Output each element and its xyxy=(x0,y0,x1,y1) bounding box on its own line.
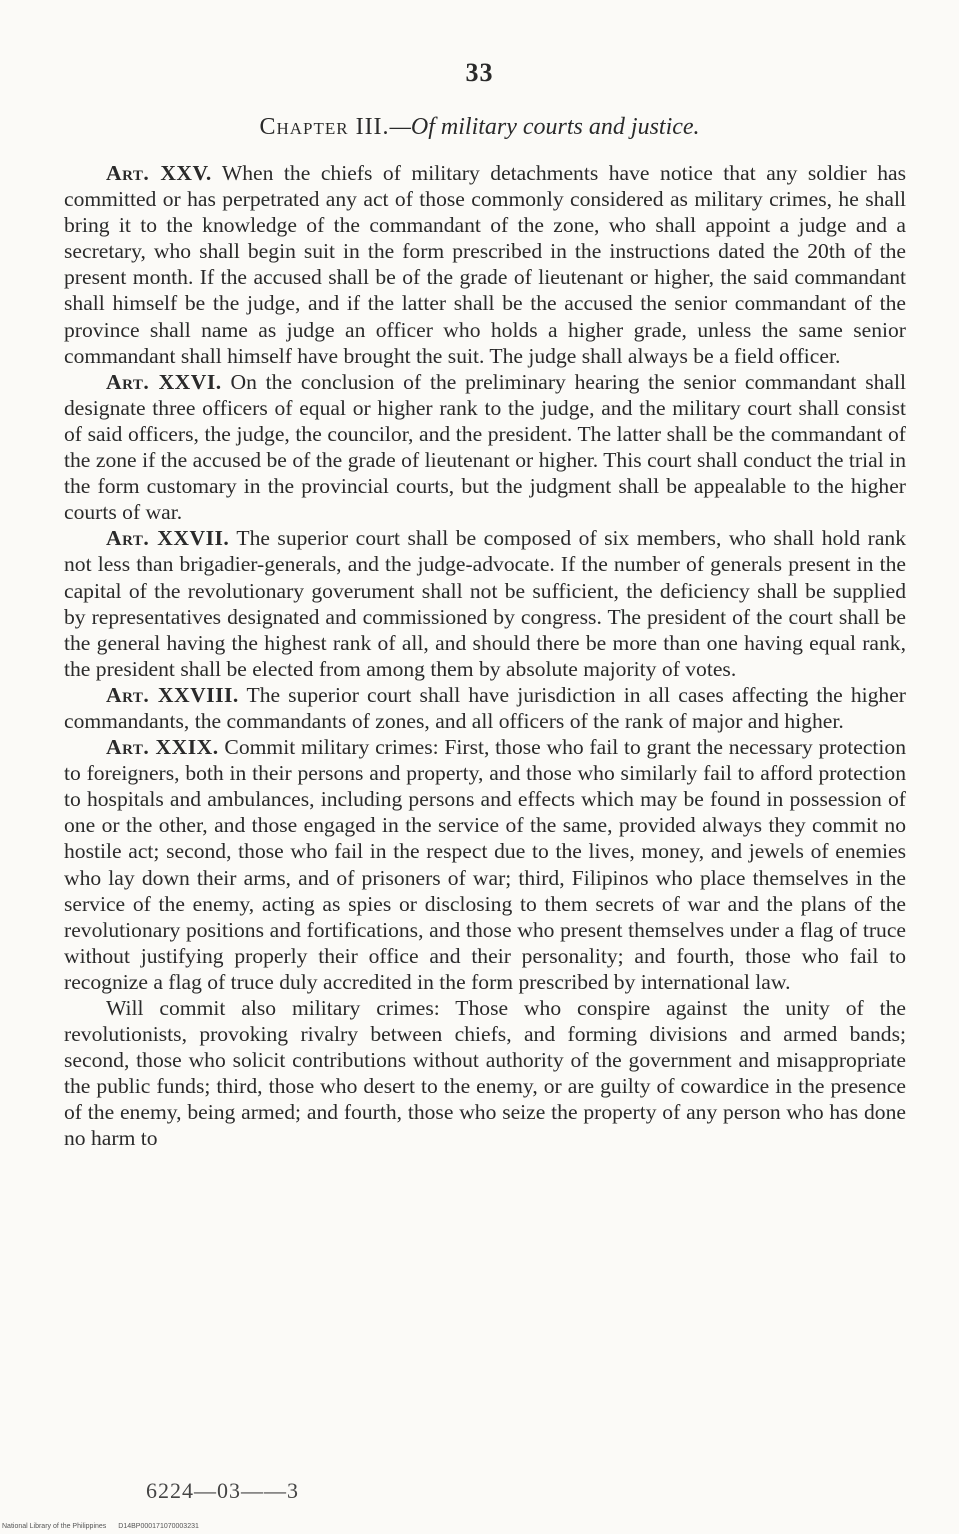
article-text: The superior court shall be composed of six members, who shall hold rank not less than brigadier-generals, and the judge-advocate. If the number of generals present in the capital of the revolutionary goverument shall not be sufficient, the deficiency shall be supplied by representatives designated and commissioned by congress. The president of the court shall be the general having the highest rank of all, and should there be more than one having equal rank, the president shall be elected from among them by absolute majority of votes. xyxy=(64,526,906,681)
article-28 xyxy=(64,682,906,734)
document-body xyxy=(64,160,906,1152)
article-label: Art. XXIX. xyxy=(106,735,219,760)
footer-code: D14BP000171070003231 xyxy=(118,1523,199,1530)
article-29 xyxy=(64,734,906,995)
article-label: Art. XXVIII. xyxy=(106,682,239,707)
article-label: Art. XXVI. xyxy=(106,369,222,394)
article-27 xyxy=(64,525,906,682)
article-25 xyxy=(64,160,906,369)
paragraph-text: Will commit also military crimes: Those who conspire against the unity of the revolutionists, provoking rivalry between chiefs, and forming divisions and armed bands; second, those who solicit contributions without authority of the government and misappropriate the public funds; third, those who desert to the enemy, or are guilty of cowardice in the presence of the enemy, being armed; and fourth, those who seize the property of any person who has done no harm to xyxy=(64,996,906,1151)
article-text: Commit military crimes: First, those who fail to grant the necessary protection to foreigners, both in their persons and property, and those who similarly fail to afford protection to hospitals and ambulances, including persons and effects which may be found in possession of one or the other, and those engaged in the service of the same, provided always they commit no hostile act; second, those who fail in the respect due to the lives, money, and jewels of enemies who lay down their arms, and of prisoners of war; third, Filipinos who place themselves in the service of the enemy, acting as spies or disclosing to them secrets of war and the plans of the revolutionary positions and fortifications, and those who present themselves under a flag of truce without justifying properly their office and their personality; and fourth, those who fail to recognize a flag of truce duly accredited in the form prescribed by international law. xyxy=(64,735,906,994)
chapter-heading xyxy=(0,114,959,141)
article-text: When the chiefs of military detachments have notice that any soldier has committed or has perpetrated any act of those commonly considered as military crimes, he shall bring it to the knowledge of the commandant of the zone, who shall appoint a judge and a secretary, who shall begin suit in the form prescribed in the instructions dated the 20th of the present month. If the accused shall be of the grade of lieutenant or higher, the said commandant shall himself be the judge, and if the latter shall be the accused the senior commandant of the province shall name as judge an officer who holds a higher grade, unless the same senior commandant shall himself have brought the suit. The judge shall always be a field officer. xyxy=(64,161,906,368)
chapter-label: Chapter III. xyxy=(259,114,390,140)
article-text: The superior court shall have jurisdiction in all cases affecting the higher commandants, the commandants of zones, and all officers of the rank of major and higher. xyxy=(64,682,906,733)
article-label: Art. XXV. xyxy=(106,161,212,185)
footer-source: National Library of the Philippines xyxy=(2,1523,107,1530)
article-text: On the conclusion of the preliminary hearing the senior commandant shall designate three officers of equal or higher rank to the judge, and the military court shall consist of said officers, the judge, the councilor, and the president. The latter shall be the commandant of the zone if the accused be of the grade of lieutenant or higher. This court shall conduct the trial in the form customary in the provincial courts, but the judgment shall be appealable to the higher courts of war. xyxy=(64,369,906,525)
footer-credit xyxy=(2,1523,199,1530)
article-26 xyxy=(64,369,906,526)
article-29-continued xyxy=(64,995,906,1152)
page-number: 33 xyxy=(465,58,494,87)
signature-mark: 6224—03——3 xyxy=(146,1478,299,1503)
article-label: Art. XXVII. xyxy=(106,526,230,551)
chapter-subtitle: —Of military courts and justice. xyxy=(389,114,700,140)
